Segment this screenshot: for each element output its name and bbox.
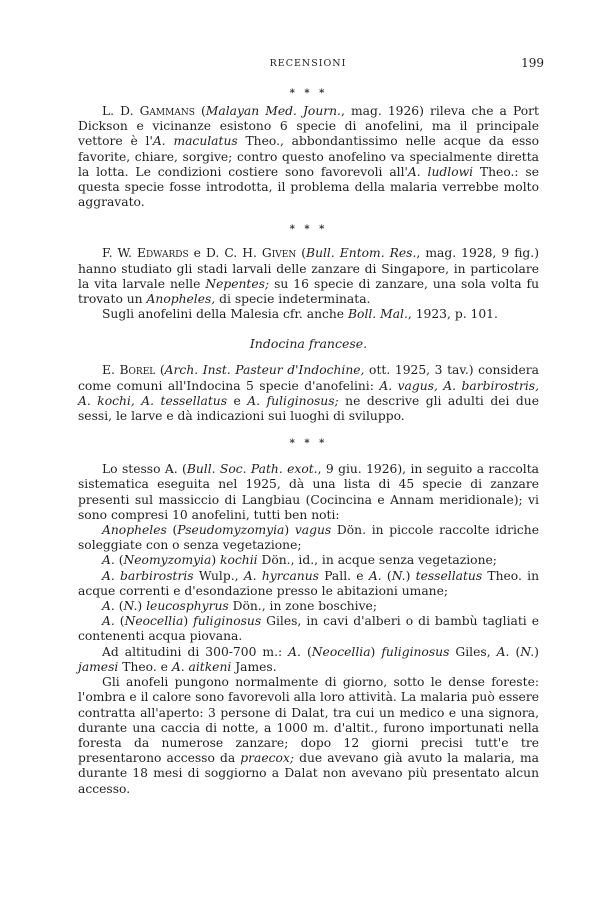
page-body xyxy=(78,84,539,797)
paragraph-dalat: Gli anofeli pungono normalmente di giorno, sotto le dense foreste: l'ombra e il calore sono favorevoli alla loro attività. La malaria può essere contratta all'aperto: 3 persone di Dalat, tra cui un medico e una signora, durante una caccia di notte, a 1000 m. d'altit., furono importunati nella foresta da numerose zanzare; dopo 12 giorni precisi tutt'e tre presentarono accesso da praecox; due avevano già avuto la malaria, ma durante 18 mesi di soggiorno a Dalat non avevano più presentato alcun accesso. xyxy=(78,675,539,796)
page-number: 199 xyxy=(521,56,544,70)
paragraph-borel: E. Borel (Arch. Inst. Pasteur d'Indochine, ott. 1925, 3 tav.) considera come comuni all'Indocina 5 specie d'anofelini: A. vagus, A. barbirostris, A. kochi, A. tessellatus e A. fuliginosus; ne descrive gli adulti dei due sessi, le larve e dà indicazioni sui luoghi di sviluppo. xyxy=(78,363,539,424)
paragraph-malesia: Sugli anofelini della Malesia cfr. anche Boll. Mal., 1923, p. 101. xyxy=(102,307,498,322)
species-item: A. barbirostris Wulp., A. hyrcanus Pall. e A. (N.) tessellatus Theo. in acque correnti e d'esondazione presso le abitazioni umane; xyxy=(78,568,539,598)
separator-2: * * * xyxy=(289,224,328,236)
paragraph-langbiau: Lo stesso A. (Bull. Soc. Path. exot., 9 giu. 1926), in seguito a raccolta sistematica eseguita nel 1925, dà una lista di 45 specie di zanzare presenti sul massiccio di Langbiau (Cocincina e Annam meridionale); vi sono compresi 10 anofelini, tutti ben noti: xyxy=(78,462,539,522)
paragraph-edwards-given: F. W. Edwards e D. C. H. Given (Bull. Entom. Res., mag. 1928, 9 fig.) hanno studiato gli stadi larvali delle zanzare di Singapore, in particolare la vita larvale nelle Nepentes; su 16 specie di zanzare, una sola volta fu trovato un Anopheles, di specie indeterminata. xyxy=(78,246,539,307)
separator-3: * * * xyxy=(289,438,328,450)
species-item: A. (Neocellia) fuliginosus Giles, in cavi d'alberi o di bambù tagliati e contenenti acqua piovana. xyxy=(78,614,539,644)
separator-1: * * * xyxy=(289,88,328,99)
page-header xyxy=(0,58,616,72)
paragraph-altitude: Ad altitudini di 300-700 m.: A. (Neocellia) fuliginosus Giles, A. (N.) jamesi Theo. e A. aitkeni James. xyxy=(78,644,539,674)
running-title: RECENSIONI xyxy=(269,58,347,69)
species-item: A. (Neomyzomyia) kochii Dön., id., in acque senza vegetazione; xyxy=(102,553,497,568)
section-heading: Indocina francese. xyxy=(249,336,368,352)
species-item: Anopheles (Pseudomyzomyia) vagus Dön. in piccole raccolte idriche soleggiate con o senza vegetazione; xyxy=(78,523,539,553)
species-item: A. (N.) leucosphyrus Dön., in zone boschive; xyxy=(102,599,377,614)
paragraph-gammans: L. D. Gammans (Malayan Med. Journ., mag. 1926) rileva che a Port Dickson e vicinanze esistono 6 specie di anofelini, ma il principale vettore è l'A. maculatus Theo., abbondantissimo nelle acque da esso favorite, chiare, sorgive; contro questo anofelino va specialmente diretta la lotta. Le condizioni costiere sono favorevoli all'A. ludlowi Theo.: se questa specie fosse introdotta, il problema della malaria verrebbe molto aggravato. xyxy=(78,104,540,210)
